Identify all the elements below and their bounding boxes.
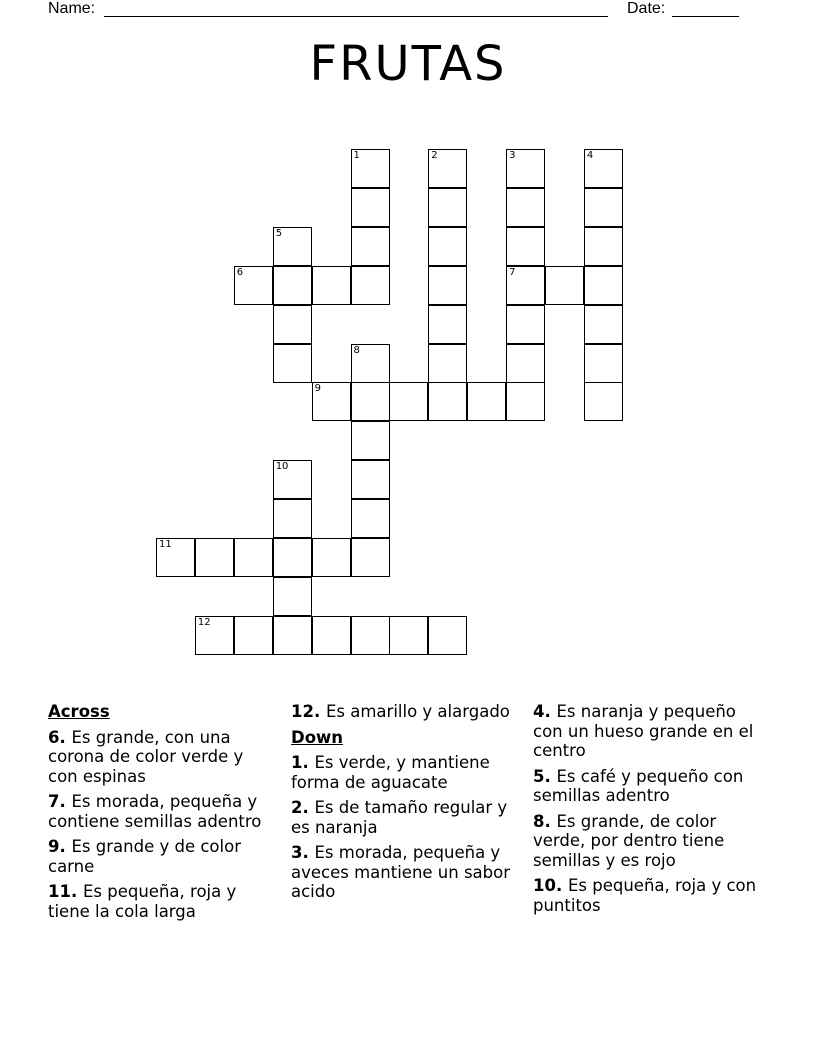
clue-number: 10 [533, 876, 556, 895]
grid-cell[interactable] [506, 149, 545, 188]
grid-cell[interactable] [234, 266, 273, 305]
clue-number: 5 [533, 766, 545, 786]
grid-cell[interactable] [195, 538, 234, 577]
grid-cell[interactable] [584, 266, 623, 305]
name-label: Name: [48, 0, 96, 17]
clue-number-dot: . [302, 843, 315, 862]
grid-cell[interactable] [389, 382, 428, 421]
grid-cell[interactable] [273, 344, 312, 383]
grid-cell[interactable] [351, 616, 390, 655]
grid-cell[interactable] [467, 382, 506, 421]
clue-number: 6 [48, 727, 60, 747]
clue-number-dot: . [544, 766, 557, 786]
clue-text: Es pequeña, roja y tiene la cola larga [48, 882, 237, 921]
clue-across-6 [48, 728, 270, 787]
clue-down-1 [291, 753, 513, 792]
grid-cell[interactable] [351, 227, 390, 266]
clue-number-dot: . [302, 753, 315, 772]
clue-number-label: 10 [275, 461, 289, 473]
grid-cell[interactable] [584, 227, 623, 266]
grid-cell[interactable] [312, 616, 351, 655]
grid-cell[interactable] [351, 421, 390, 460]
clue-number-label: 6 [236, 266, 244, 278]
clue-across-7 [48, 792, 270, 831]
clue-text: Es café y pequeño con semillas adentro [533, 766, 744, 805]
clue-text: Es de tamaño regular y es naranja [291, 798, 508, 837]
grid-cell[interactable] [428, 266, 467, 305]
clue-text: Es grande, con una corona de color verde y con espinas [48, 727, 244, 786]
clue-number: 12 [291, 702, 314, 721]
grid-cell[interactable] [506, 227, 545, 266]
clue-number-label: 4 [586, 150, 594, 161]
grid-cell[interactable] [195, 616, 234, 655]
clue-number-label: 3 [509, 150, 516, 161]
grid-cell[interactable] [351, 266, 390, 305]
grid-cell[interactable] [428, 382, 467, 421]
grid-cell[interactable] [234, 538, 273, 577]
across-heading: Across [48, 702, 110, 721]
grid-cell[interactable] [506, 382, 545, 421]
clue-number: 1 [291, 753, 303, 772]
grid-cell[interactable] [428, 305, 467, 344]
grid-cell[interactable] [428, 188, 467, 227]
clues-column-1 [48, 702, 270, 927]
page-title: FRUTAS [309, 36, 507, 92]
clue-text: Es verde, y mantiene forma de aguacate [291, 753, 490, 792]
grid-cell[interactable] [428, 227, 467, 266]
clue-text: Es morada, pequeña y aveces mantiene un sabor acido [291, 843, 511, 901]
grid-cell[interactable] [273, 227, 312, 266]
clue-text: Es grande y de color carne [48, 837, 241, 876]
grid-cell[interactable] [428, 344, 467, 383]
clue-number-dot: . [59, 792, 72, 811]
grid-cell[interactable] [506, 305, 545, 344]
clues-column-3 [533, 702, 768, 921]
clue-number-label: 7 [509, 266, 516, 278]
clue-text: Es grande, de color verde, por dentro tiene semillas y es rojo [533, 811, 725, 870]
grid-cell[interactable] [584, 382, 623, 421]
grid-cell[interactable] [351, 188, 390, 227]
clue-number-dot: . [302, 798, 315, 817]
clue-down-3 [291, 843, 513, 902]
grid-cell[interactable] [273, 305, 312, 344]
grid-cell[interactable] [273, 538, 312, 577]
clue-number: 8 [533, 811, 545, 831]
clue-number-label: 2 [431, 150, 438, 161]
grid-cell[interactable] [351, 149, 390, 188]
clue-number-label: 11 [159, 539, 172, 550]
clues-column-2 [291, 702, 513, 908]
clue-down-5 [533, 767, 768, 806]
clue-number-dot: . [555, 876, 568, 895]
grid-cell[interactable] [351, 460, 390, 499]
clue-number-label: 8 [353, 344, 360, 356]
grid-cell[interactable] [312, 538, 351, 577]
down-heading: Down [291, 727, 344, 747]
grid-cell[interactable] [351, 344, 390, 383]
clue-down-4 [533, 702, 768, 761]
grid-cell[interactable] [389, 616, 428, 655]
clue-across-12 [291, 702, 513, 722]
grid-cell[interactable] [584, 305, 623, 344]
grid-cell[interactable] [234, 616, 273, 655]
grid-cell[interactable] [506, 266, 545, 305]
grid-cell[interactable] [428, 149, 467, 188]
clue-number: 3 [291, 843, 303, 862]
clue-number: 11 [48, 882, 71, 901]
grid-cell[interactable] [273, 499, 312, 538]
clue-number-dot: . [544, 811, 557, 831]
grid-cell[interactable] [545, 266, 584, 305]
clue-number: 2 [291, 798, 303, 817]
grid-cell[interactable] [156, 538, 195, 577]
clue-number-label: 12 [197, 616, 211, 628]
clue-number: 4 [533, 702, 545, 721]
clue-across-9 [48, 837, 270, 876]
grid-cell[interactable] [312, 266, 351, 305]
clue-number-label: 9 [314, 383, 321, 395]
date-label: Date: [627, 0, 666, 17]
clue-across-11 [48, 882, 270, 921]
grid-cell[interactable] [273, 577, 312, 616]
clue-text: Es naranja y pequeño con un hueso grande en el centro [533, 702, 754, 760]
clue-down-8 [533, 812, 768, 871]
clue-number: 7 [48, 792, 60, 811]
grid-cell[interactable] [351, 538, 390, 577]
clue-text: Es morada, pequeña y contiene semillas adentro [48, 792, 262, 831]
clue-number: 9 [48, 837, 60, 856]
clue-number-dot: . [59, 837, 72, 856]
grid-cell[interactable] [584, 149, 623, 188]
clue-number-label: 5 [275, 227, 283, 239]
grid-cell[interactable] [584, 188, 623, 227]
grid-cell[interactable] [506, 188, 545, 227]
grid-cell[interactable] [584, 344, 623, 383]
clue-number-dot: . [59, 727, 72, 747]
grid-cell[interactable] [273, 616, 312, 655]
grid-cell[interactable] [351, 382, 390, 421]
grid-cell[interactable] [312, 382, 351, 421]
grid-cell[interactable] [273, 460, 312, 499]
clue-text: Es amarillo y alargado [325, 702, 510, 721]
clue-number-dot: . [313, 702, 326, 721]
clue-number-dot: . [70, 882, 83, 901]
clue-down-10 [533, 876, 768, 915]
grid-cell[interactable] [273, 266, 312, 305]
clue-text: Es pequeña, roja y con puntitos [533, 876, 757, 915]
grid-cell[interactable] [428, 616, 467, 655]
grid-cell[interactable] [351, 499, 390, 538]
clue-number-label: 1 [353, 150, 360, 161]
clue-number-dot: . [544, 702, 557, 721]
grid-cell[interactable] [506, 344, 545, 383]
clue-down-2 [291, 798, 513, 837]
